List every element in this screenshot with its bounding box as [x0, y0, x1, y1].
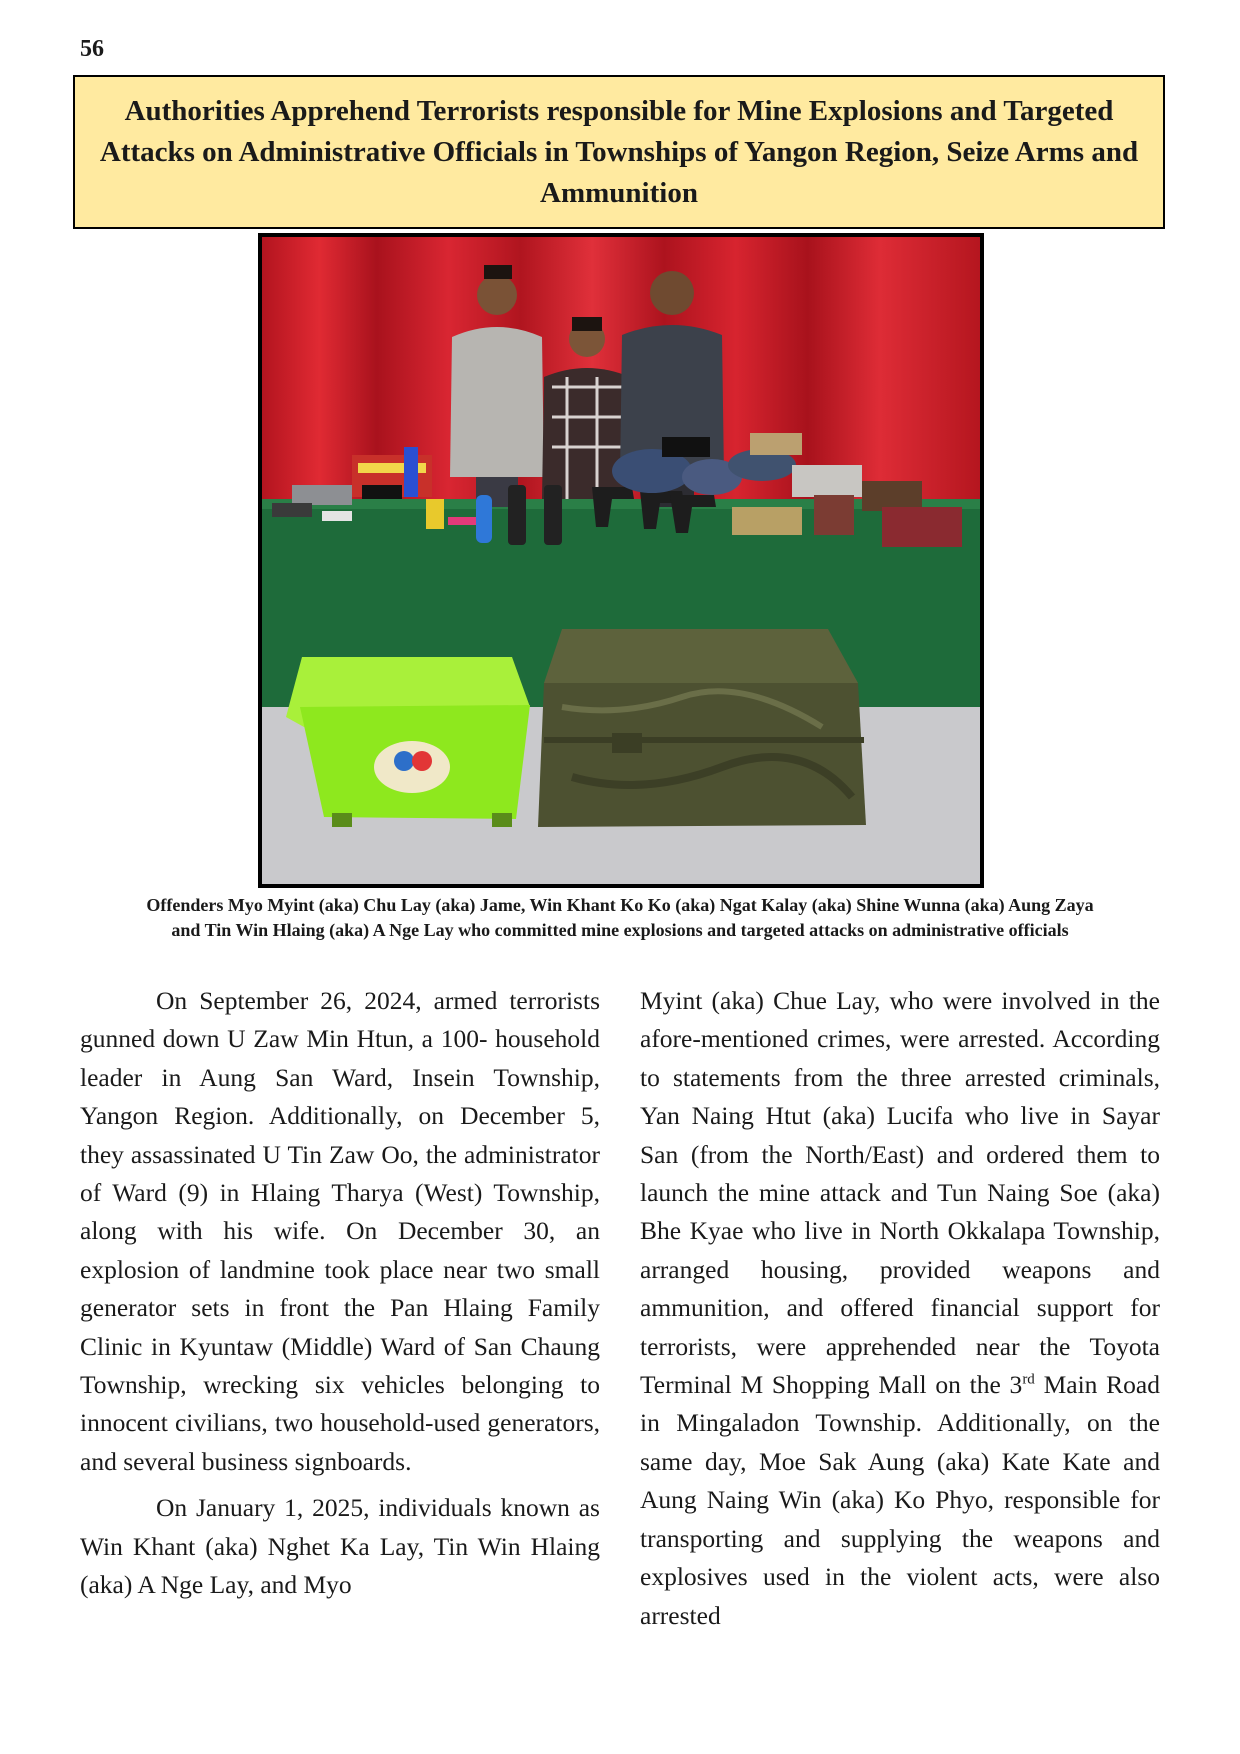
ordinal-suffix: rd — [1022, 1371, 1035, 1388]
article-paragraph: On September 26, 2024, armed terrorists gunned down U Zaw Min Htun, a 100- household leader in Aung San Ward, Insein Township, Yangon Region. Additionally, on December 5, they assassinated U Tin Zaw Oo, the administrator of Ward (9) in Hlaing Tharya (West) Township, along with his wife. On December 30, an explosion of landmine took place near two small generator sets in front the Pan Hlaing Family Clinic in Kyuntaw (Middle) Ward of San Chaung Township, wrecking six vehicles belonging to innocent civilians, two household-used generators, and several business signboards. — [80, 986, 600, 1476]
photo-illustration — [262, 237, 980, 884]
article-column-left — [80, 982, 600, 1613]
article-paragraph — [640, 982, 1160, 1635]
article-paragraph: On January 1, 2025, individuals known as Win Khant (aka) Nghet Ka Lay, Tin Win Hlaing (aka) A Nge Lay, and Myo — [80, 1493, 600, 1600]
headline: Authorities Apprehend Terrorists responsible for Mine Explosions and Targeted Attacks on Administrative Officials in Townships of Yangon Region, Seize Arms and Ammunition — [99, 94, 1139, 209]
page-number: 56 — [80, 36, 104, 62]
headline-box — [73, 75, 1165, 229]
photo-caption: Offenders Myo Myint (aka) Chu Lay (aka) Jame, Win Khant Ko Ko (aka) Ngat Kalay (aka) Shine Wunna (aka) Aung Zaya and Tin Win Hlaing (aka) A Nge Lay who committed mine explosions and targeted attacks on administrative officials — [146, 895, 1094, 940]
article-text: Myint (aka) Chue Lay, who were involved in the afore-mentioned crimes, were arrested. According to statements from the three arrested criminals, Yan Naing Htut (aka) Lucifa who live in Sayar San (from the North/East) and ordered them to launch the mine attack and Tun Naing Soe (aka) Bhe Kyae who live in North Okkalapa Township, arranged housing, provided weapons and ammunition, and offered financial support for terrorists, were apprehended near the Toyota Terminal M Shopping Mall on the 3 — [640, 986, 1160, 1400]
plastic-crate — [286, 657, 530, 827]
article-column-right — [640, 982, 1160, 1643]
news-photo — [258, 233, 984, 888]
metal-ammo-box — [538, 629, 866, 827]
article-text: Main Road in Mingaladon Township. Additionally, on the same day, Moe Sak Aung (aka) Kate Kate and Aung Naing Win (aka) Ko Phyo, responsible for transporting and supplying the weapons and explosives used in the violent acts, were also arrested — [640, 1370, 1161, 1630]
